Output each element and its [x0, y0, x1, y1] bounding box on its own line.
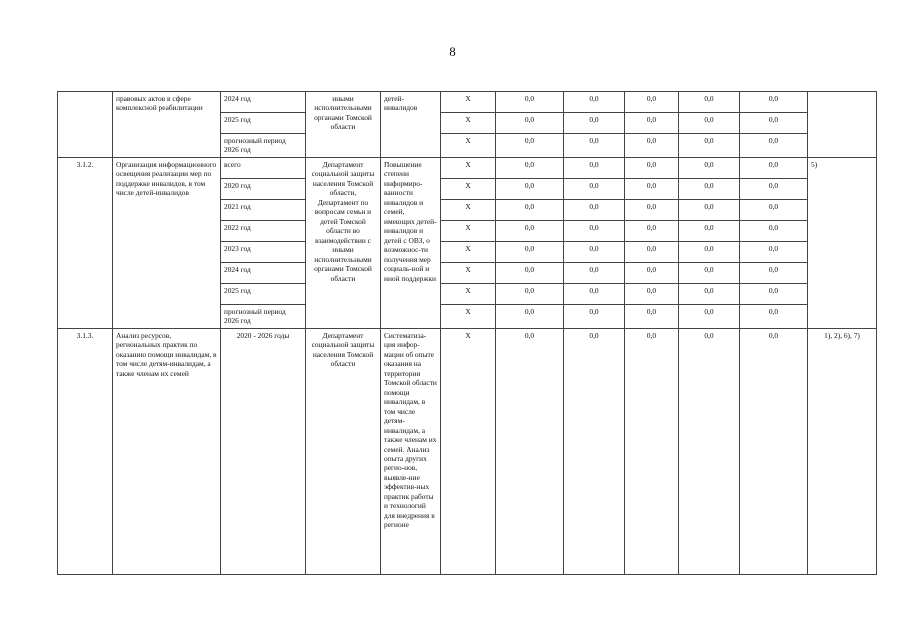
value-cell: Х: [441, 199, 496, 220]
period-cell: прогнозный период 2026 год: [221, 304, 306, 328]
value-cell: Х: [441, 134, 496, 158]
table-row: [58, 157, 877, 178]
note-cell: 1), 2), 6), 7): [808, 328, 877, 574]
value-cell: 0,0: [679, 134, 740, 158]
period-cell: 2021 год: [221, 199, 306, 220]
executor-cell: иными исполнительными органами Томской области: [306, 92, 381, 158]
value-cell: 0,0: [496, 134, 564, 158]
value-cell: 0,0: [679, 178, 740, 199]
value-cell: 0,0: [564, 283, 625, 304]
executor-cell: Департамент социальной защиты населения Томской области: [306, 328, 381, 574]
value-cell: 0,0: [740, 178, 808, 199]
value-cell: Х: [441, 113, 496, 134]
value-cell: 0,0: [564, 113, 625, 134]
result-cell: Систематиза-ция инфор-мации об опыте оказания на территории Томской области помощи инвалидам, в том числе детям-инвалидам, а также членам их семей. Анализ опыта других регио-нов, выявле-ние эффектив-ных практик работы и технологий для внедрения в регионе: [381, 328, 441, 574]
value-cell: Х: [441, 241, 496, 262]
value-cell: 0,0: [740, 113, 808, 134]
value-cell: 0,0: [740, 241, 808, 262]
value-cell: Х: [441, 92, 496, 113]
value-cell: 0,0: [679, 241, 740, 262]
value-cell: 0,0: [679, 157, 740, 178]
value-cell: 0,0: [625, 178, 679, 199]
value-cell: 0,0: [496, 199, 564, 220]
value-cell: 0,0: [496, 304, 564, 328]
period-cell: 2020 - 2026 годы: [221, 328, 306, 574]
note-cell: [808, 92, 877, 158]
value-cell: 0,0: [625, 220, 679, 241]
page-number: 8: [449, 44, 456, 59]
period-cell: всего: [221, 157, 306, 178]
value-cell: 0,0: [740, 328, 808, 574]
value-cell: 0,0: [679, 304, 740, 328]
value-cell: 0,0: [564, 134, 625, 158]
value-cell: 0,0: [496, 157, 564, 178]
value-cell: Х: [441, 262, 496, 283]
value-cell: 0,0: [564, 199, 625, 220]
value-cell: 0,0: [679, 92, 740, 113]
value-cell: 0,0: [740, 92, 808, 113]
value-cell: 0,0: [625, 304, 679, 328]
period-cell: 2024 год: [221, 92, 306, 113]
measure-name: Организация информационного освещения реализации мер по поддержке инвалидов, в том числе детей-инвалидов: [113, 157, 221, 328]
measure-name: правовых актов в сфере комплексной реабилитации: [113, 92, 221, 158]
executor-cell: Департамент социальной защиты населения Томской области, Департамент по вопросам семьи и детей Томской области во взаимодействии с иными исполнительными органами Томской области: [306, 157, 381, 328]
period-cell: прогнозный период 2026 год: [221, 134, 306, 158]
value-cell: 0,0: [625, 262, 679, 283]
code-cell: 3.1.3.: [58, 328, 113, 574]
value-cell: 0,0: [679, 199, 740, 220]
value-cell: 0,0: [564, 304, 625, 328]
program-table: [57, 91, 877, 575]
value-cell: 0,0: [564, 220, 625, 241]
period-cell: 2025 год: [221, 113, 306, 134]
value-cell: 0,0: [564, 262, 625, 283]
measure-name: Анализ ресурсов, региональных практик по оказанию помощи инвалидам, в том числе детям-инвалидам, а также членам их семей: [113, 328, 221, 574]
code-cell: [58, 92, 113, 158]
value-cell: 0,0: [625, 328, 679, 574]
value-cell: 0,0: [496, 113, 564, 134]
value-cell: 0,0: [625, 241, 679, 262]
value-cell: 0,0: [740, 283, 808, 304]
value-cell: 0,0: [496, 283, 564, 304]
value-cell: 0,0: [740, 199, 808, 220]
period-cell: 2024 год: [221, 262, 306, 283]
value-cell: 0,0: [740, 134, 808, 158]
value-cell: 0,0: [564, 92, 625, 113]
value-cell: 0,0: [679, 113, 740, 134]
value-cell: 0,0: [496, 241, 564, 262]
table-row: [58, 328, 877, 574]
value-cell: 0,0: [496, 178, 564, 199]
code-cell: 3.1.2.: [58, 157, 113, 328]
value-cell: 0,0: [625, 113, 679, 134]
value-cell: 0,0: [496, 92, 564, 113]
period-cell: 2025 год: [221, 283, 306, 304]
value-cell: Х: [441, 283, 496, 304]
value-cell: 0,0: [740, 304, 808, 328]
value-cell: 0,0: [564, 328, 625, 574]
value-cell: 0,0: [625, 157, 679, 178]
value-cell: Х: [441, 157, 496, 178]
value-cell: 0,0: [496, 262, 564, 283]
value-cell: Х: [441, 220, 496, 241]
value-cell: 0,0: [625, 134, 679, 158]
value-cell: 0,0: [496, 328, 564, 574]
period-cell: 2020 год: [221, 178, 306, 199]
value-cell: 0,0: [679, 220, 740, 241]
table-row: [58, 92, 877, 113]
value-cell: 0,0: [625, 92, 679, 113]
value-cell: 0,0: [679, 283, 740, 304]
value-cell: 0,0: [679, 262, 740, 283]
value-cell: 0,0: [625, 199, 679, 220]
value-cell: 0,0: [740, 262, 808, 283]
period-cell: 2022 год: [221, 220, 306, 241]
value-cell: Х: [441, 178, 496, 199]
result-cell: Повышение степени информиро-ванности инвалидов и семей, имеющих детей-инвалидов и детей с ОВЗ, о возможнос-ти получения мер социаль-ной и иной поддержки: [381, 157, 441, 328]
note-cell: 5): [808, 157, 877, 328]
value-cell: 0,0: [564, 241, 625, 262]
value-cell: Х: [441, 304, 496, 328]
value-cell: 0,0: [740, 157, 808, 178]
value-cell: 0,0: [740, 220, 808, 241]
value-cell: 0,0: [625, 283, 679, 304]
value-cell: 0,0: [564, 178, 625, 199]
value-cell: 0,0: [496, 220, 564, 241]
value-cell: 0,0: [679, 328, 740, 574]
value-cell: Х: [441, 328, 496, 574]
value-cell: 0,0: [564, 157, 625, 178]
result-cell: детей-инвалидов: [381, 92, 441, 158]
period-cell: 2023 год: [221, 241, 306, 262]
